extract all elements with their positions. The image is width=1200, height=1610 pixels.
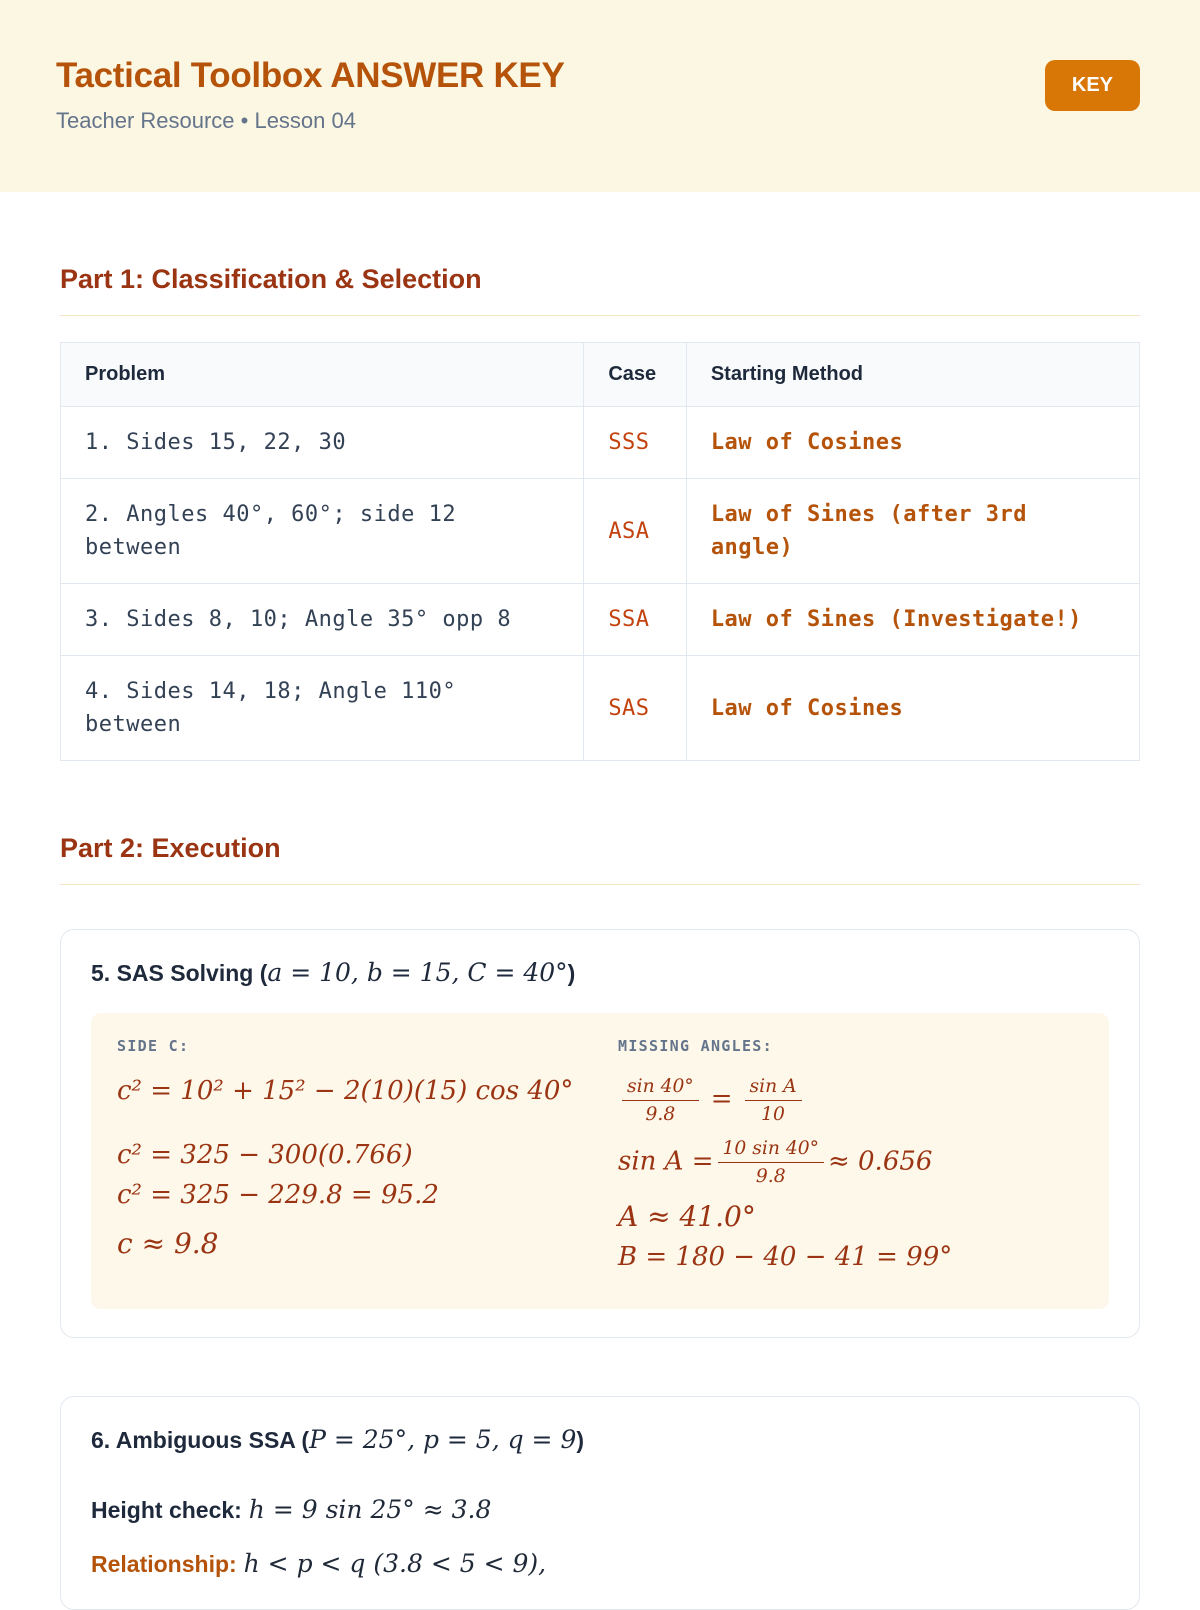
math-line: c² = 325 − 229.8 = 95.2	[117, 1179, 439, 1210]
problem-cell: 4. Sides 14, 18; Angle 110° between	[61, 656, 584, 761]
problem5-title-close: )	[567, 960, 576, 986]
missing-angles-column	[618, 1037, 1083, 1285]
math-line: A ≈ 41.0°	[618, 1199, 756, 1233]
header-text-block	[56, 56, 565, 134]
col-header-problem: Problem	[61, 343, 584, 407]
classification-table	[60, 342, 1140, 761]
equals-sign: =	[710, 1084, 733, 1115]
col-header-case: Case	[584, 343, 687, 407]
problem6-title-math: P = 25°, p = 5, q = 9	[309, 1424, 577, 1454]
height-check-line	[91, 1494, 1109, 1527]
method-cell: Law of Cosines	[686, 407, 1139, 479]
problem6-title	[91, 1425, 1109, 1454]
math-line: B = 180 − 40 − 41 = 99°	[618, 1241, 953, 1272]
col-header-method: Starting Method	[686, 343, 1139, 407]
table-row	[61, 407, 1140, 479]
math-line: c² = 325 − 300(0.766)	[117, 1139, 413, 1170]
relationship-label: Relationship:	[91, 1551, 237, 1578]
part1-section	[60, 264, 1140, 761]
problem5-work-panel	[91, 1013, 1109, 1309]
part2-heading: Part 2: Execution	[60, 833, 1140, 885]
table-row	[61, 656, 1140, 761]
part2-section	[60, 833, 1140, 1610]
method-cell: Law of Sines (Investigate!)	[686, 584, 1139, 656]
part1-heading: Part 1: Classification & Selection	[60, 264, 1140, 316]
main-content	[0, 264, 1200, 1610]
case-cell: ASA	[584, 479, 687, 584]
problem6-title-text: 6. Ambiguous SSA (	[91, 1426, 310, 1453]
case-cell: SAS	[584, 656, 687, 761]
method-cell: Law of Sines (after 3rd angle)	[686, 479, 1139, 584]
height-check-math: h = 9 sin 25° ≈ 3.8	[248, 1494, 492, 1524]
fraction: $\frac{\sin 40^\circ}{9.8}$	[622, 1075, 699, 1127]
table-row	[61, 479, 1140, 584]
problem-cell: 2. Angles 40°, 60°; side 12 between	[61, 479, 584, 584]
problem5-title-text: 5. SAS Solving (	[91, 960, 268, 986]
problem5-title	[91, 958, 1109, 987]
page-title: Tactical Toolbox ANSWER KEY	[56, 56, 565, 95]
page-header	[0, 0, 1200, 192]
math-line: c² = 10² + 15² − 2(10)(15) cos 40°	[117, 1076, 574, 1106]
problem6-card	[60, 1396, 1140, 1610]
missing-angles-label: MISSING ANGLES:	[618, 1037, 773, 1055]
table-header-row	[61, 343, 1140, 407]
height-check-label: Height check:	[91, 1496, 242, 1523]
case-cell: SSA	[584, 584, 687, 656]
relationship-math: h < p < q (3.8 < 5 < 9),	[243, 1549, 547, 1579]
page-subtitle: Teacher Resource • Lesson 04	[56, 108, 356, 133]
case-cell: SSS	[584, 407, 687, 479]
fraction: $\frac{\text{sin A}}{10}$	[745, 1075, 802, 1127]
method-cell: Law of Cosines	[686, 656, 1139, 761]
math-line-sinA: sin A = $\frac{10 \sin 40^\circ}{9.8}$ ≈ 0.656	[618, 1137, 933, 1188]
math-line: c ≈ 9.8	[117, 1227, 219, 1261]
table-row	[61, 584, 1140, 656]
problem-cell: 3. Sides 8, 10; Angle 35° opp 8	[61, 584, 584, 656]
key-badge: KEY	[1045, 60, 1140, 111]
problem6-title-close: )	[576, 1426, 585, 1453]
math-line-fractions	[618, 1075, 1083, 1127]
problem5-card	[60, 929, 1140, 1338]
problem5-title-math: a = 10, b = 15, C = 40°	[267, 958, 568, 987]
side-c-column	[117, 1037, 582, 1285]
relationship-line	[91, 1548, 1109, 1581]
side-c-label: SIDE C:	[117, 1037, 190, 1055]
fraction: $\frac{10 \sin 40^\circ}{9.8}$	[718, 1137, 824, 1189]
problem-cell: 1. Sides 15, 22, 30	[61, 407, 584, 479]
